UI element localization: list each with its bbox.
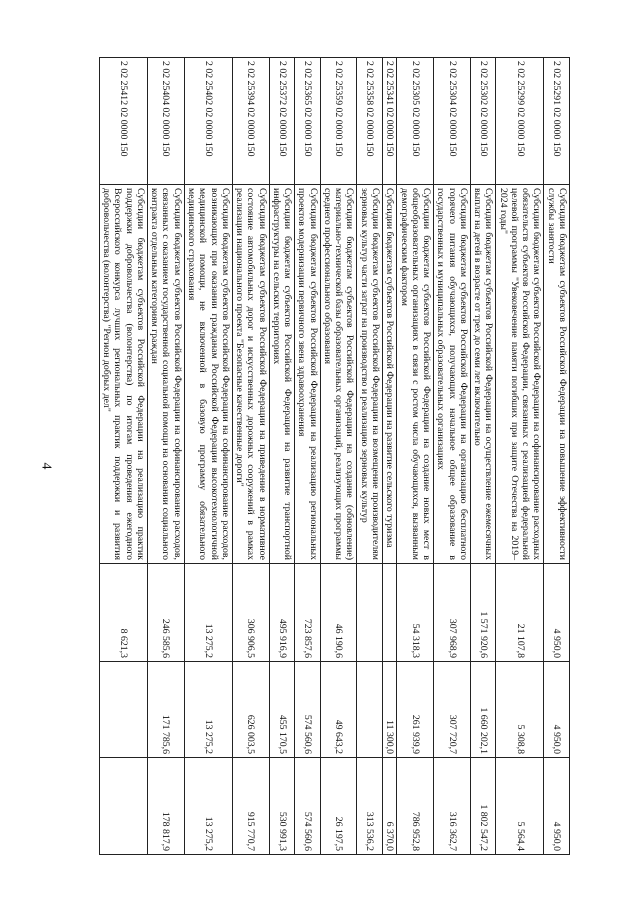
value-cell-1: 306 906,5 [232,564,269,662]
description-cell: Субсидии бюджетам субъектов Российской Федерации на развитие сельского туризма [383,185,397,564]
value-cell-1: 46 190,6 [320,564,357,662]
budget-code-cell: 2 02 25304 02 0000 150 [434,58,471,185]
value-cell-1: 495 916,9 [269,564,295,662]
value-cell-1: 54 318,3 [397,564,434,662]
table-row [470,58,496,855]
value-cell-2: 49 643,2 [320,662,357,758]
description-cell: Субсидии бюджетам субъектов Российской Федерации на создание (обновление) материально-технической базы образовательных организаций, реализующих программы среднего профессионального образования [320,185,357,564]
value-cell-3: 6 370,0 [383,758,397,855]
value-cell-2: 1 660 202,1 [470,662,496,758]
table-row [295,58,321,855]
value-cell-3: 574 560,6 [295,758,321,855]
table-row [397,58,434,855]
page-number: 4 [38,462,54,470]
value-cell-3: 313 536,2 [357,758,383,855]
budget-code-cell: 2 02 25402 02 0000 150 [184,58,232,185]
description-cell: Субсидии бюджетам субъектов Российской Федерации на софинансирование расходных обязательств субъектов Российской Федерации, связанных с реализацией федеральной целевой программы "Увековечение памяти погибших при защите Отечества на 2019–2024 годы" [496,185,544,564]
budget-code-cell: 2 02 25302 02 0000 150 [470,58,496,185]
value-cell-1: 723 857,6 [295,564,321,662]
value-cell-2: 455 170,5 [269,662,295,758]
budget-code-cell: 2 02 25358 02 0000 150 [357,58,383,185]
value-cell-1 [357,564,383,662]
table-row [147,58,184,855]
value-cell-2: 307 720,7 [434,662,471,758]
value-cell-1: 4 950,0 [544,564,570,662]
description-cell: Субсидии бюджетам субъектов Российской Федерации на осуществление ежемесячных выплат на детей в возрасте от трех до семи лет включительно [470,185,496,564]
value-cell-3: 4 950,0 [544,758,570,855]
value-cell-1: 21 107,8 [496,564,544,662]
value-cell-1: 1 571 920,6 [470,564,496,662]
value-cell-2 [357,662,383,758]
value-cell-2: 11 300,0 [383,662,397,758]
budget-code-cell: 2 02 25341 02 0000 150 [383,58,397,185]
budget-code-cell: 2 02 25365 02 0000 150 [295,58,321,185]
value-cell-3: 530 991,3 [269,758,295,855]
table-row [544,58,570,855]
rotated-table-container [57,57,570,854]
table-row [99,58,147,855]
value-cell-3 [99,758,147,855]
table-row [496,58,544,855]
revenue-table [99,57,570,855]
table-row [320,58,357,855]
budget-code-cell: 2 02 25305 02 0000 150 [397,58,434,185]
description-cell: Субсидии бюджетам субъектов Российской Федерации на развитие транспортной инфраструктуры на сельских территориях [269,185,295,564]
budget-code-cell: 2 02 25394 02 0000 150 [232,58,269,185]
value-cell-3: 1 802 547,2 [470,758,496,855]
value-cell-2: 171 785,6 [147,662,184,758]
description-cell: Субсидии бюджетам субъектов Российской Федерации на софинансирование расходов, возникающих при оказании гражданам Российской Федерации высокотехнологичной медицинской помощи, не включенной в базовую программу обязательного медицинского страхования [184,185,232,564]
value-cell-3: 915 770,7 [232,758,269,855]
value-cell-3: 26 197,5 [320,758,357,855]
value-cell-1 [383,564,397,662]
value-cell-2: 4 950,0 [544,662,570,758]
value-cell-1: 307 968,9 [434,564,471,662]
table-row [434,58,471,855]
description-cell: Субсидии бюджетам субъектов Российской Федерации на приведение в нормативное состояние автомобильных дорог и искусственных дорожных сооружений в рамках реализации национального проекта "Безопасные качественные дороги" [232,185,269,564]
description-cell: Субсидии бюджетам субъектов Российской Федерации на возмещение производителям зерновых культур части затрат на производство и реализацию зерновых культур [357,185,383,564]
table-row [357,58,383,855]
description-cell: Субсидии бюджетам субъектов Российской Федерации на повышение эффективности службы занятости [544,185,570,564]
value-cell-2: 626 003,5 [232,662,269,758]
value-cell-2: 5 308,8 [496,662,544,758]
description-cell: Субсидии бюджетам субъектов Российской Федерации на организацию бесплатного горячего питания обучающихся, получающих начальное общее образование в государственных и муниципальных образовательных организациях [434,185,471,564]
budget-code-cell: 2 02 25291 02 0000 150 [544,58,570,185]
budget-code-cell: 2 02 25404 02 0000 150 [147,58,184,185]
description-cell: Субсидии бюджетам субъектов Российской Федерации на создание новых мест в общеобразовательных организациях в связи с ростом числа обучающихся, вызванным демографическим фактором [397,185,434,564]
description-cell: Субсидии бюджетам субъектов Российской Федерации на софинансирование расходов, связанных с оказанием государственной социальной помощи на основании социального контракта отдельным категориям граждан [147,185,184,564]
value-cell-1: 246 585,6 [147,564,184,662]
value-cell-3: 5 564,4 [496,758,544,855]
budget-code-cell: 2 02 25372 02 0000 150 [269,58,295,185]
value-cell-3: 13 275,2 [184,758,232,855]
description-cell: Субсидии бюджетам субъектов Российской Федерации на реализацию практик поддержки добровольчества (волонтерства) по итогам проведения ежегодного Всероссийского конкурса лучших региональных практик поддержки и развития добровольчества (волонтерства) "Регион добрых дел" [99,185,147,564]
budget-code-cell: 2 02 25359 02 0000 150 [320,58,357,185]
value-cell-1: 8 621,3 [99,564,147,662]
table-row [383,58,397,855]
budget-code-cell: 2 02 25299 02 0000 150 [496,58,544,185]
value-cell-1: 13 275,2 [184,564,232,662]
value-cell-3: 786 952,8 [397,758,434,855]
table-row [184,58,232,855]
value-cell-2 [99,662,147,758]
table-row [232,58,269,855]
description-cell: Субсидии бюджетам субъектов Российской Федерации на реализацию региональных проектов модернизации первичного звена здравоохранения [295,185,321,564]
value-cell-2: 261 939,9 [397,662,434,758]
value-cell-2: 574 560,6 [295,662,321,758]
value-cell-3: 316 362,7 [434,758,471,855]
value-cell-2: 13 275,2 [184,662,232,758]
table-row [269,58,295,855]
budget-code-cell: 2 02 25412 02 0000 150 [99,58,147,185]
value-cell-3: 178 817,9 [147,758,184,855]
